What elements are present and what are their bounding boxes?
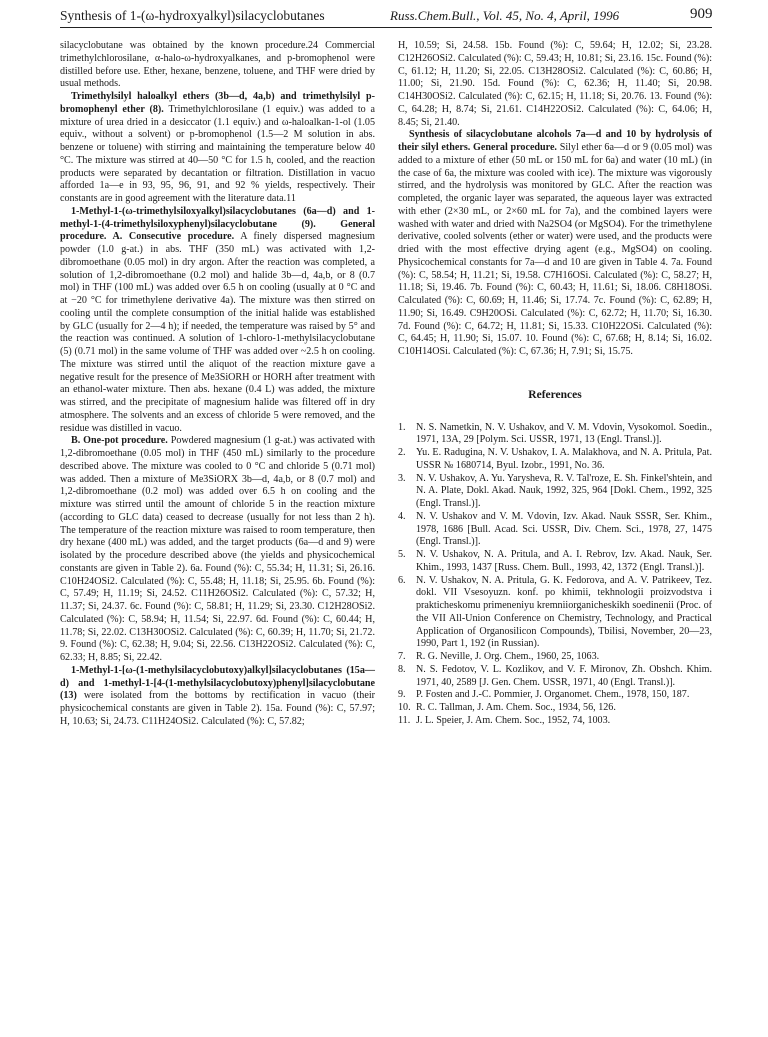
reference-number: 1. [398, 421, 406, 433]
reference-text: N. S. Fedotov, V. L. Kozlikov, and V. F. Mironov, Zh. Obshch. Khim. 1971, 40, 2589 [J. Gen. Chem. USSR, 1971, 40 (Engl. Transl.)]. [416, 663, 712, 688]
references-list [398, 422, 712, 728]
reference-item [398, 715, 712, 728]
reference-number: 3. [398, 472, 406, 484]
reference-number: 5. [398, 549, 406, 560]
reference-item [398, 575, 712, 652]
reference-number: 6. [398, 574, 406, 586]
reference-number: 8. [398, 663, 406, 675]
reference-number: 7. [398, 651, 406, 662]
paragraph-ethers [60, 91, 375, 206]
paragraph-intro: silacyclobutane was obtained by the known procedure.24 Commercial trimethylchlorosilane, α-halo-ω-hydroxyalkanes, and p-bromophenol were distilled before use. Ether, hexane, benzene, toluene, and THF were dried by usual methods. [60, 40, 375, 90]
paragraph-text: were isolated from the bottoms by rectification in vacuo (their physicochemical constants are given in Table 2). 15a. Found (%): C, 57.97; H, 10.63; Si, 24.73. C11H24OSi2. Calculated (%): C, 57.82; [60, 690, 375, 727]
reference-item [398, 651, 712, 664]
reference-item [398, 702, 712, 715]
reference-text: R. C. Tallman, J. Am. Chem. Soc., 1934, 56, 126. [416, 702, 616, 713]
references-heading: References [528, 388, 582, 401]
paragraph-one-pot [60, 435, 375, 665]
reference-item [398, 473, 712, 511]
page-header [0, 0, 768, 30]
reference-item [398, 511, 712, 549]
reference-number: 2. [398, 447, 406, 458]
paragraph-text: A finely dispersed magnesium powder (1.0 g-at.) in abs. THF (350 mL) was activated with 1,2-dibromoethane (0.05 mol) in dry argon. After the reaction was completed, a solution of 1,2-dibromoethane (0.2 mol) and halide 3b—d, 4a,b, or 8 (0.7 mol) in THF (100 mL) was added over 6.5 h on cooling (usually at 0 °C and at −20 °C for trimethylene derivative 4a). The mixture was then stirred on cooling until the complete consumption of the initial halide was established by GLC (usually for 2—4 h); if needed, the temperature was raised by 5° and the reaction was continued. A solution of 1-chloro-1-methylsilacyclobutane (5) (0.71 mol) in the same volume of THF was added over ~2.5 h on cooling. The mixture was stirred until the aliquot of the reaction mixture gave a negative result for the presence of Me3SiORH or HORH after treatment with an ethanol-water mixture. Then abs. hexane (0.4 L) was added, the mixture was stirred, and the precipitate of magnesium halide was filtered off in dry atmosphere. The solvents and an excess of chloride 5 were removed, and the residue was distilled in vacuo. [60, 231, 375, 434]
paragraph-general-procedure-a [60, 206, 375, 436]
reference-item [398, 664, 712, 690]
paragraph-analysis: H, 10.59; Si, 24.58. 15b. Found (%): C, 59.64; H, 12.02; Si, 23.28. C12H26OSi2. Calculated (%): C, 59.43; H, 10.81; Si, 23.16. 15c. Found (%): C, 61.12; H, 11.20; Si, 22.05. C13H28OSi2. Calculated (%): C, 60.86; H, 11.00; Si, 21.90. 15d. Found (%): C, 62.36; H, 11.40; Si, 20.98. C14H30OSi2. Calculated (%): C, 62.15; H, 11.18; Si, 20.76. 13. Found (%): C, 64.28; H, 8.74; Si, 21.61. C14H22OSi2. Calculated (%): C, 64.06; H, 8.45; Si, 21.40. [398, 40, 712, 128]
paragraph-text: Powdered magnesium (1 g-at.) was activated with 1,2-dibromoethane (0.05 mol) in THF (450 mL) similarly to the procedure described above. The mixture was cooled to 0 °C and chloride 5 (0.71 mol) was added. Then a mixture of Me3SiORX 3b—d, 4a,b, or 8 (0.7 mol) and 1,2-dibromoethane (0.2 mol) was added over 6.5 h on cooling and the mixture was stirred until the amount of chloride 5 in the reaction mixture (according to GLC data) ceased to decrease (usually for not less than 2 h). The temperature of the reaction mixture was raised to room temperature, then dry hexane (400 mL) was added, and the target products (6a—d and 9) were isolated by the procedure described above (the yields and physicochemical constants are given in Table 2). 6a. Found (%): C, 55.34; H, 11.31; Si, 26.16. C10H24OSi2. Calculated (%): C, 55.48; H, 11.18; Si, 25.95. 6b. Found (%): C, 57.49; H, 11.19; Si, 24.52. C11H26OSi2. Calculated (%): C, 57.32; H, 11.37; Si, 24.37. 6c. Found (%): C, 58.81; H, 11.29; Si, 23.30. C12H28OSi2. Calculated (%): C, 58.94; H, 11.54; Si, 22.97. 6d. Found (%): C, 60.44; H, 11.78; Si, 22.02. C13H30OSi2. Calculated (%): C, 60.39; H, 11.70; Si, 21.72. 9. Found (%): C, 62.38; H, 9.04; Si, 22.56. C13H22OSi2. Calculated (%): C, 62.33; H, 8.85; Si, 22.42. [60, 435, 375, 663]
reference-text: N. V. Ushakov and V. M. Vdovin, Izv. Akad. Nauk SSSR, Ser. Khim., 1978, 1686 [Bull. Acad. Sci. USSR, Div. Chem. Sci., 1978, 27, 1475 (Engl. Transl.)]. [416, 510, 712, 548]
paragraph-heading: 1-Methyl-1-(ω-trimethylsiloxyalkyl)silacyclobutanes (6a—d) and 1-methyl-1-(4-trimethylsiloxyphenyl)silacyclobutane (9). General procedure. A. Consecutive procedure. [60, 205, 375, 243]
reference-item [398, 447, 712, 473]
reference-text: N. S. Nametkin, N. V. Ushakov, and V. M. Vdovin, Vysokomol. Soedin., 1971, 13A, 29 [Polym. Sci. USSR, 1971, 13 (Engl. Transl.)]. [416, 421, 712, 446]
reference-number: 11. [398, 714, 411, 726]
right-column [398, 40, 712, 728]
reference-text: N. V. Ushakov, N. A. Pritula, and A. I. Rebrov, Izv. Akad. Nauk, Ser. Khim., 1993, 1437 [Russ. Chem. Bull., 1993, 42, 1372 (Engl. Transl.)]. [416, 549, 712, 573]
reference-item [398, 422, 712, 448]
reference-text: P. Fosten and J.-C. Pommier, J. Organomet. Chem., 1978, 150, 187. [416, 689, 690, 701]
reference-number: 10. [398, 702, 411, 713]
paragraph-heading: Trimethylsilyl haloalkyl ethers (3b—d, 4a,b) and trimethylsilyl p-bromophenyl ether (8). [60, 91, 375, 115]
reference-text: R. G. Neville, J. Org. Chem., 1960, 25, 1063. [416, 651, 600, 662]
journal-citation: Russ.Chem.Bull., Vol. 45, No. 4, April, 1996 [390, 8, 620, 23]
paragraph-text: Silyl ether 6a—d or 9 (0.05 mol) was added to a mixture of ether (50 mL or 150 mL for 6a) and water (10 mL) (in the case of 6a, the mixture was cooled with ice). The mixture was vigorously stirred, and the hydrolysis was monitored by GLC. After the reaction was completed, the organic layer was separated, the aqueous layer was extracted with ether (2×30 mL, or 2×60 mL for 7a), and the combined layers were washed with water and dried with Na2SO4 (or MgSO4). For the trimethylene derivative, cooled solvents (ether or water) were used, and the products were dried with the most effective drying agent (e.g., MgSO4) on cooling. Physicochemical constants for 7a—d and 10 are given in Table 4. 7a. Found (%): C, 58.54; H, 11.21; Si, 19.58. C7H16OSi. Calculated (%): C, 58.27; H, 11.18; Si, 19.46. 7b. Found (%): C, 60.43; H, 11.61; Si, 18.06. C8H18OSi. Calculated (%): C, 60.69; H, 11.46; Si, 17.74. 7c. Found (%): C, 62.89; H, 11.90; Si, 16.49. C9H20OSi. Calculated (%): C, 62.72; H, 11.70; Si, 16.30. 7d. Found (%): C, 64.72; H, 11.81; Si, 15.33. C10H22OSi. Calculated (%): C, 64.45; H, 11.90; Si, 15.07. 10. Found (%): C, 67.68; H, 8.14; Si, 16.02. C10H14OSi. Calculated (%): C, 67.36; H, 7.91; Si, 15.75. [398, 142, 713, 357]
reference-text: N. V. Ushakov, N. A. Pritula, G. K. Fedorova, and A. V. Patrikeev, Tez. dokl. VII Vsesoyuzn. konf. po khimii, tekhnologii proizvodstva i prakticheskomu primeneniyu kremniiorganicheskikh soedinenii (Proc. of the VII All-Union Conference on Chemistry, Technology, and Practical Application of Organosilicon Compounds), Tbilisi, November, 20—23, 1990, Part 1, 192 (in Russian). [416, 574, 712, 650]
reference-number: 4. [398, 510, 406, 522]
running-title: Synthesis of 1-(ω-hydroxyalkyl)silacyclobutanes [60, 8, 325, 23]
paragraph-hydrolysis [398, 129, 712, 359]
left-column [60, 40, 375, 729]
reference-text: N. V. Ushakov, A. Yu. Yarysheva, R. V. Tal'roze, E. Sh. Finkel'shtein, and N. A. Plate, Dokl. Akad. Nauk, 1992, 325, 964 [Dokl. Chem., 1992, 325 (Engl. Transl.)]. [416, 472, 712, 509]
reference-text: Yu. E. Radugina, N. V. Ushakov, I. A. Malakhova, and N. A. Pritula, Pat. USSR № 1680714, Byul. Izobr., 1991, No. 36. [416, 447, 712, 471]
paragraph-byproducts [60, 665, 375, 729]
header-rule [60, 27, 712, 28]
reference-item [398, 549, 712, 575]
reference-number: 9. [398, 689, 406, 701]
paragraph-heading: 1-Methyl-1-[ω-(1-methylsilacyclobutoxy)alkyl]silacyclobutanes (15a—d) and 1-methyl-1-[4-(1-methylsilacyclobutoxy)phenyl]silacyclobutane (13) [60, 664, 375, 702]
reference-text: J. L. Speier, J. Am. Chem. Soc., 1952, 74, 1003. [416, 714, 611, 726]
page-number: 909 [690, 6, 713, 22]
paragraph-heading: Synthesis of silacyclobutane alcohols 7a—d and 10 by hydrolysis of their silyl ethers. General procedure. [398, 129, 712, 153]
reference-item [398, 689, 712, 702]
paragraph-heading: B. One-pot procedure. [71, 435, 168, 447]
paragraph-text: Trimethylchlorosilane (1 equiv.) was added to a mixture of urea dried in a desiccator (1.1 equiv.) and ω-haloalkan-1-ol (1.05 equiv., without a solvent) or p-bromophenol (1.5—2 M solution in abs. benzene or toluene) with stirring and maintaining the temperature below 40 °C. The mixture was stirred at 40—50 °C for 1.5 h, cooled, and the reaction products were separated by decantation or filtration. Distillation in vacuo afforded 1a—e in 93, 95, 96, 91, and 92 % yields, respectively. Their constants are in good agreement with the literature data.11 [60, 103, 375, 204]
